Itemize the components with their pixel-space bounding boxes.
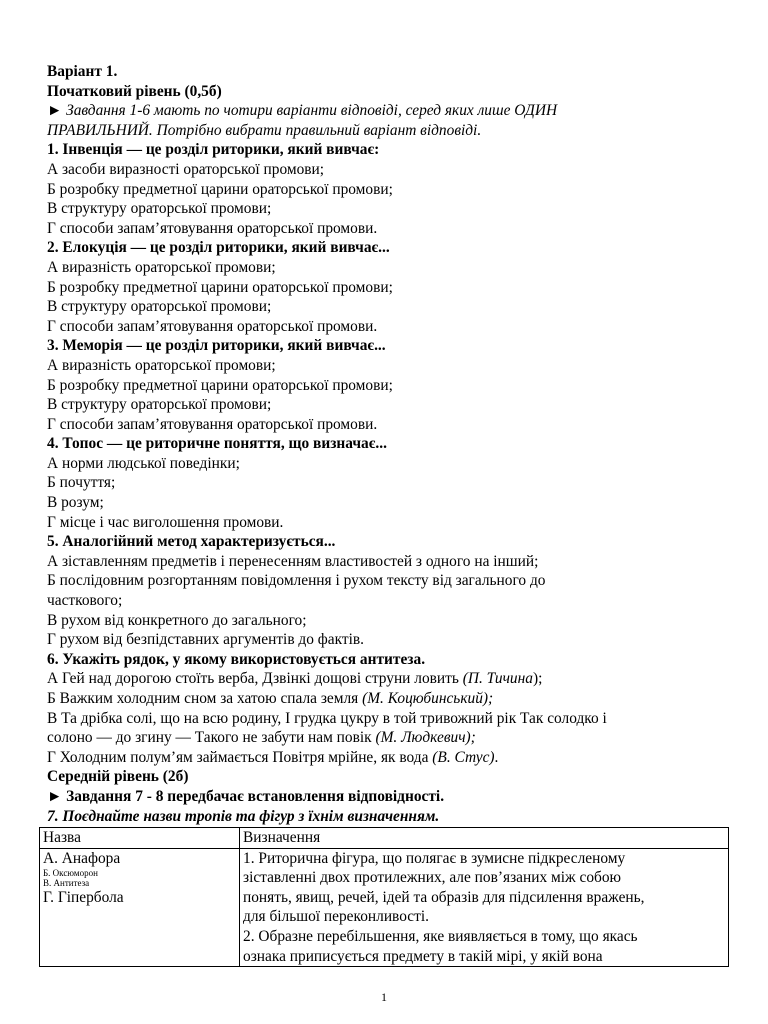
question-5: 5. Аналогійний метод характеризується... — [47, 533, 336, 551]
instruction-line-2: ПРАВИЛЬНИЙ. Потрібно вибрати правильний варіант відповіді. — [47, 121, 482, 139]
question-5-option-a: А зіставленням предметів і перенесенням властивостей з одного на інший; — [47, 552, 539, 570]
question-4-option-b: Б почуття; — [47, 474, 116, 492]
option-end: . — [494, 748, 499, 766]
question-3-option-c: В структуру ораторської промови; — [47, 396, 272, 414]
page-number: 1 — [381, 990, 387, 1004]
question-2-option-b: Б розробку предметної царини ораторської промови; — [47, 278, 393, 296]
table-header-row — [40, 828, 729, 849]
question-4-option-c: В розум; — [47, 494, 104, 512]
name-antiteza: В. Антитеза — [43, 878, 90, 889]
variant-title: Варіант 1. — [47, 63, 118, 80]
question-3-option-b: Б розробку предметної царини ораторської промови; — [47, 376, 393, 394]
level2-title: Середній рівень (2б) — [47, 768, 189, 786]
author: (В. Стус) — [432, 748, 495, 766]
question-2-option-a: А виразність ораторської промови; — [47, 258, 276, 276]
question-1: 1. Інвенція — це розділ риторики, який вивчає: — [47, 141, 380, 159]
level1-title: Початковий рівень (0,5б) — [47, 82, 222, 100]
name-hiperbola: Г. Гіпербола — [43, 889, 124, 907]
question-5-option-c: В рухом від конкретного до загального; — [47, 611, 307, 629]
instruction-line-1: ► Завдання 1-6 мають по чотири варіанти відповіді, серед яких лише ОДИН — [47, 102, 558, 120]
question-5-option-b: Б послідовним розгортанням повідомлення і рухом тексту від загального до — [47, 572, 546, 590]
question-6-option-a — [47, 669, 727, 689]
question-4-option-d: Г місце і час виголошення промови. — [47, 513, 284, 531]
question-6-option-b — [47, 689, 727, 709]
definitions-cell — [240, 848, 729, 967]
definition-1-line: для більшої переконливості. — [243, 908, 429, 926]
question-6: 6. Укажіть рядок, у якому використовується антитеза. — [47, 650, 426, 668]
option-text: Г Холодним полум’ям займається Повітря мрійне, як вода — [47, 748, 433, 766]
table-row — [40, 848, 729, 967]
question-1-option-d: Г способи запам’ятовування ораторської промови. — [47, 219, 378, 237]
name-anafora: А. Анафора — [43, 849, 121, 867]
definition-1-line: понять, явищ, речей, ідей та образів для підсилення вражень, — [243, 888, 645, 906]
question-6-option-c-cont — [47, 728, 727, 748]
question-3-option-a: А виразність ораторської промови; — [47, 356, 276, 374]
question-6-option-c: В Та дрібка солі, що на всю родину, І грудка цукру в той тривожний рік Так солодко і — [47, 709, 607, 727]
definition-2-line: ознака приписується предмету в такій мірі, у якій вона — [243, 947, 603, 965]
definition-2-line: 2. Образне перебільшення, яке виявляється в тому, що якась — [243, 927, 638, 945]
test-content — [47, 62, 727, 826]
question-4: 4. Топос — це риторичне поняття, що визначає... — [47, 435, 387, 453]
question-7: 7. Поєднайте назви тропів та фігур з їхнім визначенням. — [47, 807, 440, 825]
question-2-option-c: В структуру ораторської промови; — [47, 298, 272, 316]
option-end: ); — [532, 670, 543, 688]
col-header-name: Назва — [40, 828, 240, 849]
option-text: Б Важким холодним сном за хатою спала земля — [47, 690, 363, 707]
definition-1-line: зіставленні двох протилежних, але пов’язаних між собою — [243, 869, 622, 887]
question-1-option-a: А засоби виразності ораторської промови; — [47, 160, 325, 178]
names-cell — [40, 848, 240, 967]
matching-table — [39, 827, 729, 967]
author: (М. Коцюбинський); — [362, 690, 494, 707]
question-3-option-d: Г способи запам’ятовування ораторської промови. — [47, 415, 378, 433]
question-6-option-d — [47, 748, 727, 768]
author: (П. Тичина — [462, 670, 533, 688]
question-5-option-d: Г рухом від безпідставних аргументів до фактів. — [47, 631, 365, 649]
level2-instruction: ► Завдання 7 - 8 передбачає встановлення відповідності. — [47, 787, 445, 805]
question-2: 2. Елокуція — це розділ риторики, який вивчає... — [47, 239, 390, 257]
definition-1-line: 1. Риторична фігура, що полягає в зумисне підкресленому — [243, 849, 626, 867]
col-header-definition: Визначення — [240, 828, 729, 849]
question-1-option-c: В структуру ораторської промови; — [47, 200, 272, 218]
question-1-option-b: Б розробку предметної царини ораторської промови; — [47, 180, 393, 198]
question-2-option-d: Г способи запам’ятовування ораторської промови. — [47, 317, 378, 335]
question-5-option-b-cont: часткового; — [47, 592, 123, 610]
name-oksiumoron: Б. Оксюморон — [43, 868, 98, 879]
question-3: 3. Меморія — це розділ риторики, який вивчає... — [47, 337, 386, 355]
author: (М. Людкевич); — [375, 729, 476, 747]
option-text: солоно — до згину — Такого не забути нам повік — [47, 729, 376, 747]
question-4-option-a: А норми людської поведінки; — [47, 454, 240, 472]
option-text: А Гей над дорогою стоїть верба, Дзвінкі дощові струни ловить — [47, 670, 463, 688]
